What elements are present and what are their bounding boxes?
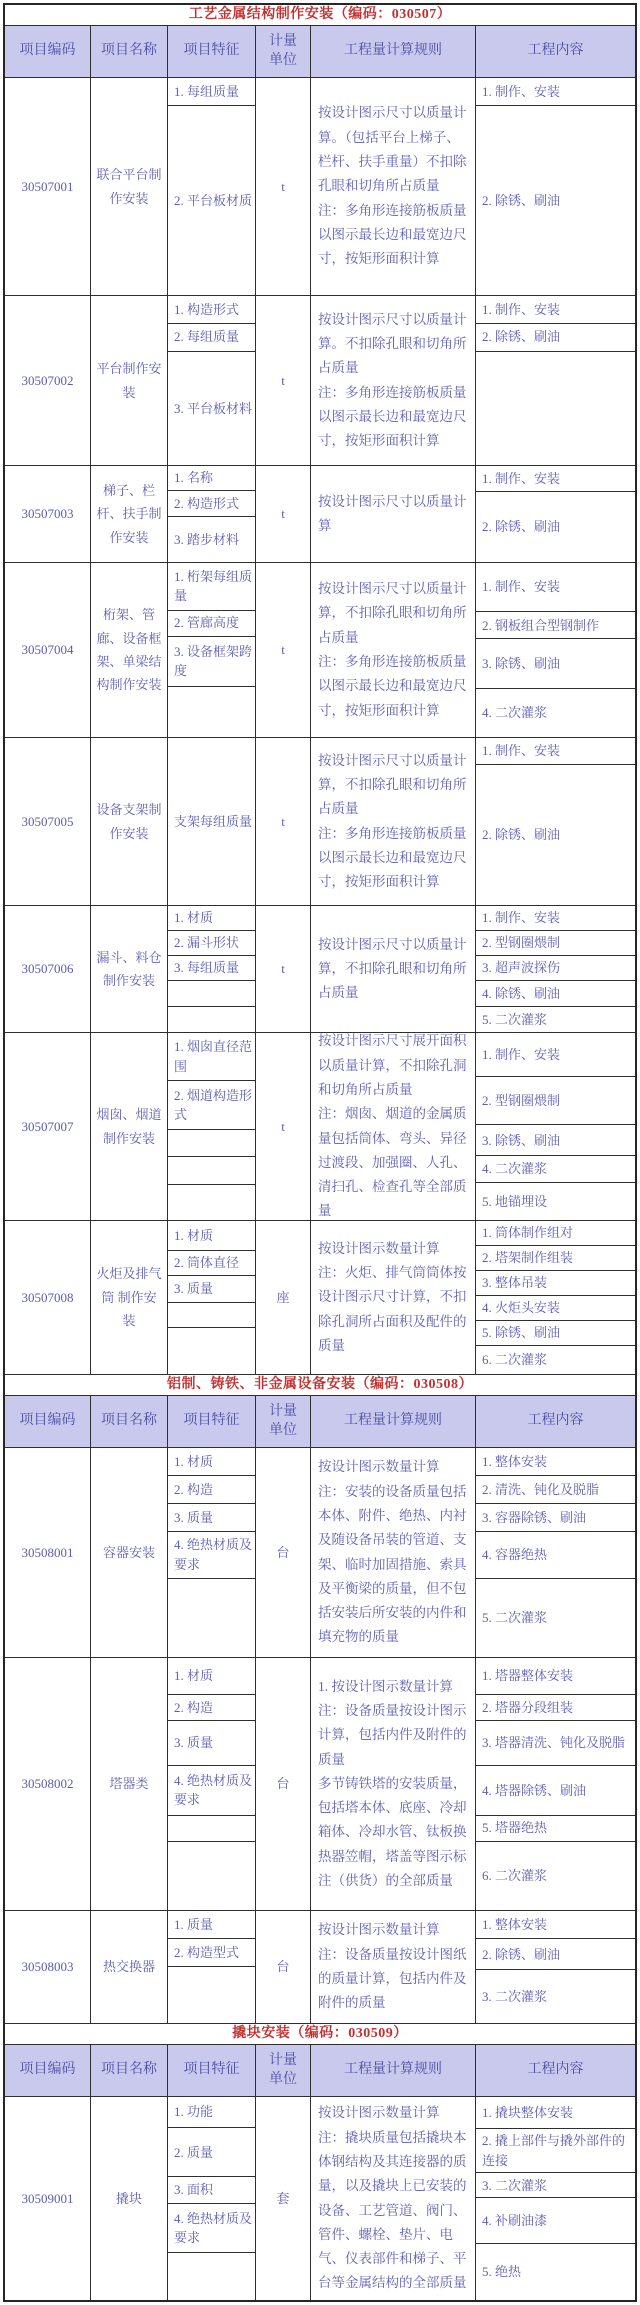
work-content-cell: 5. 地锚埋设 xyxy=(476,1182,635,1220)
work-content-cell: 3. 塔器清洗、钝化及脱脂 xyxy=(476,1720,635,1766)
work-content-cell: 5. 二次灌浆 xyxy=(476,1578,635,1657)
feature-cell: 2. 管廊高度 xyxy=(168,610,255,636)
work-content-cell: 1. 制作、安装 xyxy=(482,83,561,99)
feature-cell xyxy=(168,1156,255,1184)
header-cell xyxy=(255,2045,310,2096)
work-content-column xyxy=(475,738,635,905)
work-content-column xyxy=(475,563,635,737)
feature-cell: 支架每组质量 xyxy=(174,813,253,829)
calc-rule-paragraph: 按设计图示尺寸以质量计算 xyxy=(318,493,467,533)
calc-rule-paragraph: 注：多角形连接筋板质量以图示最长边和最宽边尺寸，按矩形面积计算 xyxy=(318,825,467,890)
work-content-column xyxy=(475,906,635,1032)
header-cell-label: 计量单位 xyxy=(269,33,297,68)
calc-rule-cell xyxy=(310,1448,475,1657)
section-title: 工艺金属结构制作安装（编码：030507） xyxy=(5,5,635,25)
feature-cell: 4. 绝热材质及要求 xyxy=(168,2203,255,2252)
calc-rule-cell xyxy=(310,738,475,905)
work-content-cell: 3. 除锈、刷油 xyxy=(476,638,635,687)
calc-rule-paragraph: 注：设备质量按设计图纸的质量计算，包括内件及附件的质量 xyxy=(318,1946,467,2011)
project-code-cell: 30507001 xyxy=(21,178,74,194)
header-cell: 工程量计算规则 xyxy=(310,1396,475,1447)
feature-cell: 3. 面积 xyxy=(168,2176,255,2203)
feature-cell: 1. 构造形式 xyxy=(174,301,240,317)
unit-cell: 台 xyxy=(255,1448,310,1657)
work-content-cell: 1. 制作、安装 xyxy=(482,470,561,486)
header-cell: 工程内容 xyxy=(475,26,635,77)
calc-rule-cell xyxy=(310,563,475,737)
feature-cell: 2. 构造型式 xyxy=(168,1938,255,1966)
work-content-cell: 4. 补刷油漆 xyxy=(476,2197,635,2242)
work-content-cell: 2. 型钢圈煨制 xyxy=(476,1076,635,1124)
table-row xyxy=(5,77,635,295)
feature-cell: 1. 质量 xyxy=(174,1916,214,1932)
feature-cell: 1. 名称 xyxy=(174,470,214,485)
feature-cell: 3. 质量 xyxy=(168,1720,255,1766)
work-content-column xyxy=(475,1658,635,1910)
column-header-row xyxy=(5,25,635,77)
header-cell-label: 计量单位 xyxy=(269,1403,297,1438)
feature-cell: 4. 绝热材质及要求 xyxy=(168,1531,255,1578)
work-content-column xyxy=(475,296,635,465)
feature-cell: 2. 平台板材质 xyxy=(168,105,255,295)
work-content-column xyxy=(475,1448,635,1657)
work-content-column xyxy=(475,2097,635,2300)
work-content-column xyxy=(475,78,635,295)
unit-cell: 座 xyxy=(255,1221,310,1374)
work-content-column xyxy=(475,466,635,562)
header-cell: 工程内容 xyxy=(475,1396,635,1447)
calc-rule-paragraph: 按设计图示尺寸以质量计算。不扣除孔眼和切角所占质量 xyxy=(318,311,467,376)
project-code-cell: 30509001 xyxy=(21,2190,74,2206)
unit-cell: t xyxy=(255,466,310,562)
calc-rule-paragraph: 按设计图示尺寸展开面积以质量计算，不扣除孔洞和切角所占质量 xyxy=(318,1033,467,1097)
project-name-cell: 设备支架制作安装 xyxy=(90,738,167,905)
header-cell: 工程量计算规则 xyxy=(310,2045,475,2096)
work-content-cell: 2. 塔器分段组装 xyxy=(476,1694,635,1720)
work-content-cell: 2. 钢板组合型钢制作 xyxy=(476,611,635,638)
section-title: 撬块安装（编码：030509） xyxy=(5,2023,635,2044)
project-name-cell: 平台制作安装 xyxy=(90,296,167,465)
header-cell: 项目名称 xyxy=(90,1396,167,1447)
header-cell: 项目名称 xyxy=(90,26,167,77)
feature-cell: 1. 每组质量 xyxy=(174,83,240,99)
work-content-cell: 2. 撬上部件与撬外部件的连接 xyxy=(476,2128,635,2172)
work-content-cell: 4. 除锈、刷油 xyxy=(476,980,635,1006)
feature-cell: 3. 质量 xyxy=(168,1503,255,1531)
feature-cell: 2. 构造形式 xyxy=(168,490,255,517)
work-content-cell xyxy=(476,351,635,465)
project-code-cell: 30507008 xyxy=(21,1289,74,1305)
work-content-cell: 3. 整体吊装 xyxy=(476,1270,635,1295)
header-cell: 项目编码 xyxy=(19,2062,76,2078)
feature-cell xyxy=(168,980,255,1006)
table-row xyxy=(5,1657,635,1910)
work-content-cell: 1. 制作、安装 xyxy=(482,579,561,595)
work-content-cell: 3. 除锈、刷油 xyxy=(476,1124,635,1155)
feature-cell xyxy=(168,2252,255,2300)
work-content-cell: 2. 型钢圈煨制 xyxy=(476,930,635,955)
project-name-cell: 梯子、栏杆、扶手制作安装 xyxy=(90,466,167,562)
calc-rule-cell xyxy=(310,78,475,295)
unit-cell: t xyxy=(255,1033,310,1220)
feature-cell xyxy=(168,1129,255,1157)
calc-rule-cell xyxy=(310,1221,475,1374)
work-content-cell: 2. 清洗、钝化及脱脂 xyxy=(476,1475,635,1503)
feature-column xyxy=(167,1911,255,2023)
unit-cell: t xyxy=(255,906,310,1032)
feature-column xyxy=(167,1033,255,1220)
header-cell: 工程量计算规则 xyxy=(310,26,475,77)
work-content-cell: 4. 塔器除锈、刷油 xyxy=(476,1765,635,1814)
work-content-column xyxy=(475,1911,635,2023)
feature-cell xyxy=(168,1578,255,1657)
calc-rule-paragraph: 注：多角形连接筋板质量以图示最长边和最宽边尺寸，按矩形面积计算 xyxy=(318,654,467,718)
work-content-cell: 1. 制作、安装 xyxy=(482,743,561,759)
calc-rule-paragraph: 按设计图示尺寸以质量计算，不扣除孔眼和切角所占质量 xyxy=(318,936,467,1001)
work-content-cell: 2. 除锈、刷油 xyxy=(476,491,635,562)
project-code-cell: 30508003 xyxy=(21,1959,74,1975)
work-content-cell: 5. 塔器绝热 xyxy=(476,1815,635,1841)
unit-cell: t xyxy=(255,563,310,737)
feature-cell: 3. 设备框架跨度 xyxy=(168,636,255,686)
feature-cell: 1. 材质 xyxy=(174,1453,214,1469)
calc-rule-paragraph: 多节铸铁塔的安装质量，包括塔本体、底座、冷却箱体、冷却水管、钛板换热器笠帽，塔盖等图示标注（供货）的全部质量 xyxy=(318,1775,467,1889)
feature-column xyxy=(167,1221,255,1374)
unit-cell: 台 xyxy=(255,1658,310,1910)
feature-cell: 3. 每组质量 xyxy=(168,955,255,980)
calc-rule-paragraph: 1. 按设计图示数量计算 xyxy=(318,1678,453,1694)
feature-cell: 1. 桁架每组质量 xyxy=(174,568,253,604)
column-header-row xyxy=(5,2044,635,2096)
calc-rule-cell xyxy=(310,296,475,465)
unit-cell: 台 xyxy=(255,1911,310,2023)
table-row xyxy=(5,2096,635,2300)
calc-rule-paragraph: 按设计图示尺寸以质量计算，不扣除孔眼和切角所占质量 xyxy=(318,581,467,645)
project-name-cell: 热交换器 xyxy=(90,1911,167,2023)
table-row xyxy=(5,1447,635,1657)
work-content-cell: 1. 制作、安装 xyxy=(482,301,561,317)
calc-rule-paragraph: 按设计图示尺寸以质量计算。（包括平台上梯子、栏杆、扶手重量）不扣除孔眼和切角所占质量 xyxy=(318,105,467,194)
feature-cell xyxy=(168,1966,255,2023)
table-row xyxy=(5,295,635,465)
feature-cell: 1. 材质 xyxy=(174,1227,214,1243)
project-name-cell: 桁架、管廊、设备框架、单梁结构制作安装 xyxy=(90,563,167,737)
unit-cell: t xyxy=(255,78,310,295)
project-code-cell: 30507004 xyxy=(21,642,74,658)
calc-rule-paragraph: 按设计图示数量计算 xyxy=(318,1459,440,1475)
project-code-cell: 30508001 xyxy=(21,1544,74,1560)
project-code-cell: 30507002 xyxy=(21,372,74,388)
work-content-cell: 4. 容器绝热 xyxy=(476,1531,635,1578)
feature-cell: 2. 烟道构造形式 xyxy=(168,1080,255,1128)
header-cell-label: 计量单位 xyxy=(269,2052,297,2087)
work-content-cell: 1. 整体安装 xyxy=(482,1916,548,1932)
feature-cell: 2. 构造 xyxy=(168,1475,255,1503)
project-name-cell: 火炬及排气筒 制作安装 xyxy=(90,1221,167,1374)
feature-cell xyxy=(168,1184,255,1220)
feature-cell: 1. 烟囱直径范围 xyxy=(174,1039,253,1074)
header-cell: 项目特征 xyxy=(167,2045,255,2096)
calc-rule-cell xyxy=(310,906,475,1032)
work-content-cell: 3. 二次灌浆 xyxy=(476,2172,635,2197)
feature-cell: 2. 质量 xyxy=(168,2127,255,2176)
work-content-cell: 1. 塔器整体安装 xyxy=(482,1668,574,1684)
project-name-cell: 联合平台制作安装 xyxy=(90,78,167,295)
feature-cell: 2. 筒体直径 xyxy=(168,1250,255,1275)
work-content-cell: 1. 撬块整体安装 xyxy=(482,2104,574,2120)
feature-cell: 1. 功能 xyxy=(174,2104,214,2120)
table-row xyxy=(5,737,635,905)
header-cell: 项目特征 xyxy=(167,26,255,77)
project-name-cell: 容器安装 xyxy=(90,1448,167,1657)
work-content-cell: 2. 除锈、刷油 xyxy=(476,1938,635,1969)
calc-rule-paragraph: 注：烟囱、烟道的金属质量包括筒体、弯头、异径过渡段、加强圈、人孔、清扫孔、检查孔等全部质量 xyxy=(318,1106,467,1219)
feature-cell: 4. 绝热材质及要求 xyxy=(168,1765,255,1814)
unit-cell: t xyxy=(255,738,310,905)
feature-column xyxy=(167,1448,255,1657)
work-content-cell: 3. 超声波探伤 xyxy=(476,955,635,980)
feature-cell: 2. 构造 xyxy=(168,1694,255,1720)
header-cell: 项目特征 xyxy=(167,1396,255,1447)
unit-cell: 套 xyxy=(255,2097,310,2300)
calc-rule-paragraph: 注：设备质量按设计图示计算，包括内件及附件的质量 xyxy=(318,1702,467,1767)
project-name-cell: 漏斗、料仓 制作安装 xyxy=(90,906,167,1032)
unit-cell: t xyxy=(255,296,310,465)
calc-rule-paragraph: 按设计图示数量计算 xyxy=(318,1240,440,1256)
work-content-column xyxy=(475,1221,635,1374)
table-row xyxy=(5,1220,635,1374)
project-code-cell: 30508002 xyxy=(21,1776,74,1792)
header-cell: 项目编码 xyxy=(19,1413,76,1429)
calc-rule-paragraph: 按设计图示数量计算 xyxy=(318,2105,440,2121)
table-row xyxy=(5,1910,635,2023)
work-content-cell: 4. 火炬头安装 xyxy=(476,1295,635,1320)
work-content-cell: 6. 二次灌浆 xyxy=(476,1841,635,1910)
calc-rule-paragraph: 注：多角形连接筋板质量以图示最长边和最宽边尺寸，按矩形面积计算 xyxy=(318,202,467,267)
calc-rule-paragraph: 按设计图示数量计算 xyxy=(318,1922,440,1938)
project-code-cell: 30507007 xyxy=(21,1118,74,1134)
feature-cell: 2. 每组质量 xyxy=(168,323,255,351)
work-content-cell: 3. 二次灌浆 xyxy=(476,1969,635,2023)
work-content-cell: 4. 二次灌浆 xyxy=(476,688,635,737)
calc-rule-cell xyxy=(310,466,475,562)
work-content-cell: 2. 除锈、刷油 xyxy=(476,323,635,351)
calc-rule-cell xyxy=(310,1911,475,2023)
project-code-cell: 30507003 xyxy=(21,506,74,522)
calc-rule-paragraph: 按设计图示尺寸以质量计算，不扣除孔眼和切角所占质量 xyxy=(318,752,467,817)
work-content-cell: 5. 二次灌浆 xyxy=(476,1006,635,1032)
work-content-column xyxy=(475,1033,635,1220)
feature-column xyxy=(167,906,255,1032)
feature-column xyxy=(167,1658,255,1910)
work-content-cell: 6. 二次灌浆 xyxy=(476,1345,635,1374)
calc-rule-cell xyxy=(310,1658,475,1910)
feature-cell: 1. 材质 xyxy=(174,1668,214,1684)
table-row xyxy=(5,562,635,737)
table-row xyxy=(5,1032,635,1220)
calc-rule-paragraph: 注：安装的设备质量包括本体、附件、绝热、内衬及随设备吊装的管道、支架、临时加固措施、索具及平衡梁的质量，但不包括安装后所安装的内件和填充物的质量 xyxy=(318,1483,467,1645)
table-row xyxy=(5,465,635,562)
header-cell xyxy=(255,1396,310,1447)
feature-cell xyxy=(168,1006,255,1032)
column-header-row xyxy=(5,1395,635,1447)
feature-cell: 3. 踏步材料 xyxy=(168,516,255,562)
work-content-cell: 1. 制作、安装 xyxy=(482,910,561,926)
feature-column xyxy=(167,738,255,905)
header-cell: 工程内容 xyxy=(475,2045,635,2096)
work-content-cell: 4. 二次灌浆 xyxy=(476,1155,635,1182)
feature-cell xyxy=(168,1302,255,1327)
feature-cell xyxy=(168,686,255,737)
calc-rule-paragraph: 注：撬块质量包括撬块本体钢结构及其连接器的质量，以及撬块上已安装的设备、工艺管道、阀门、管件、螺栓、垫片、电气、仪表部件和梯子、平台等金属结构的全部质量 xyxy=(318,2129,467,2291)
calc-rule-cell xyxy=(310,1033,475,1220)
work-content-cell: 2. 塔架制作组装 xyxy=(476,1245,635,1270)
calc-rule-cell xyxy=(310,2097,475,2300)
work-content-cell: 5. 绝热 xyxy=(476,2243,635,2300)
calc-rule-paragraph: 注：火炬、排气筒筒体按设计图示尺寸计算，不扣除孔洞所占面积及配件的质量 xyxy=(318,1265,467,1353)
feature-column xyxy=(167,466,255,562)
feature-cell xyxy=(168,1841,255,1910)
project-name-cell: 塔器类 xyxy=(90,1658,167,1910)
project-code-cell: 30507005 xyxy=(21,813,74,829)
feature-cell: 3. 平台板材料 xyxy=(168,351,255,465)
work-content-cell: 3. 容器除锈、刷油 xyxy=(476,1503,635,1531)
header-cell: 项目名称 xyxy=(90,2045,167,2096)
work-content-cell: 1. 筒体制作组对 xyxy=(482,1225,574,1240)
feature-cell xyxy=(168,1815,255,1841)
project-code-cell: 30507006 xyxy=(21,961,74,977)
quota-specification-table xyxy=(3,3,637,2302)
header-cell xyxy=(255,26,310,77)
feature-cell xyxy=(168,1327,255,1374)
feature-column xyxy=(167,563,255,737)
table-row xyxy=(5,905,635,1032)
header-cell: 项目编码 xyxy=(19,43,76,59)
feature-column xyxy=(167,296,255,465)
feature-column xyxy=(167,78,255,295)
work-content-cell: 2. 除锈、刷油 xyxy=(476,105,635,295)
calc-rule-paragraph: 注：多角形连接筋板质量以图示最长边和最宽边尺寸，按矩形面积计算 xyxy=(318,384,467,449)
project-name-cell: 撬块 xyxy=(90,2097,167,2300)
work-content-cell: 1. 整体安装 xyxy=(482,1453,548,1469)
work-content-cell: 5. 除锈、刷油 xyxy=(476,1320,635,1345)
feature-cell: 1. 材质 xyxy=(174,910,214,926)
section-title: 铝制、铸铁、非金属设备安装（编码：030508） xyxy=(5,1374,635,1395)
feature-column xyxy=(167,2097,255,2300)
feature-cell: 2. 漏斗形状 xyxy=(168,930,255,955)
project-name-cell: 烟囱、烟道 制作安装 xyxy=(90,1033,167,1220)
feature-cell: 3. 质量 xyxy=(168,1275,255,1302)
work-content-cell: 1. 制作、安装 xyxy=(482,1046,561,1062)
work-content-cell: 2. 除锈、刷油 xyxy=(476,764,635,905)
